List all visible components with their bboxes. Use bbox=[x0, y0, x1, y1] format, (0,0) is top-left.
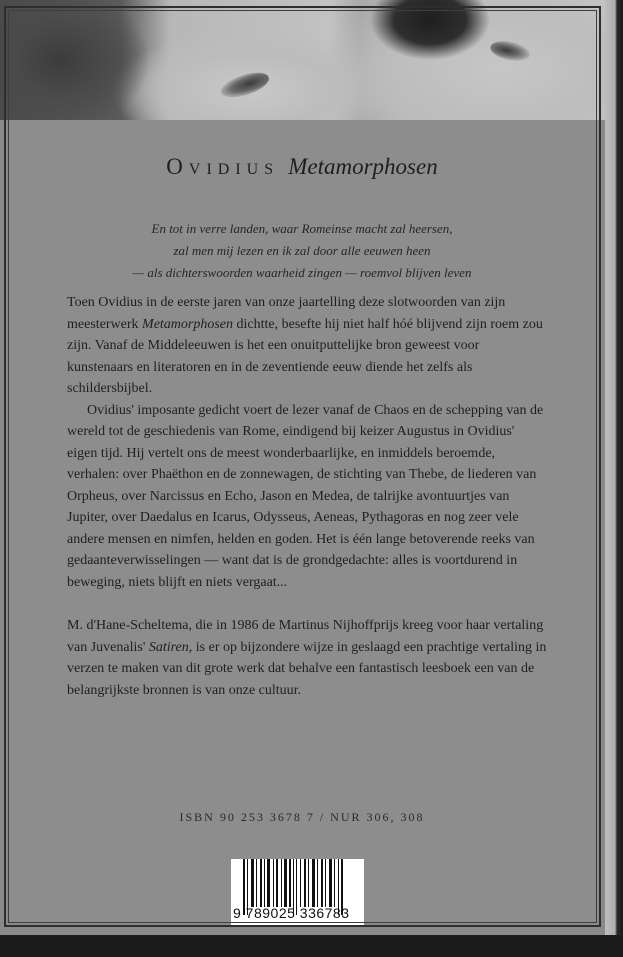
verse-line: En tot in verre landen, waar Romeinse macht zal heersen, bbox=[151, 221, 453, 236]
italic-title: Satiren bbox=[148, 639, 189, 655]
author-name: Ovidius bbox=[166, 154, 280, 179]
barcode-bars-icon bbox=[243, 859, 359, 907]
book-title-line bbox=[9, 154, 595, 180]
photo-eye-right bbox=[489, 38, 532, 64]
scan-edge-right bbox=[605, 0, 623, 957]
text-run: , is er op bijzondere wijze in geslaagd een prachtige vertaling in verzen te maken van dit grote werk dat behalve een fantastisch leesboek een van de belangrijkste bronnen is van onze cultuur. bbox=[67, 639, 547, 698]
barcode bbox=[231, 859, 364, 925]
epigraph-verse bbox=[9, 218, 595, 284]
text-panel bbox=[9, 120, 595, 922]
blurb-paragraph-1 bbox=[67, 292, 547, 400]
verse-line: — als dichterswoorden waarheid zingen — roemvol blijven leven bbox=[132, 265, 472, 280]
blurb-paragraph-2 bbox=[67, 400, 547, 594]
scan-edge-bottom bbox=[0, 935, 623, 957]
italic-title: Metamorphosen bbox=[142, 316, 234, 332]
photo-eye-left bbox=[218, 68, 272, 102]
cover-photo bbox=[0, 0, 605, 120]
barcode-number: 9 789025 336783 bbox=[233, 905, 350, 921]
isbn-line: ISBN 90 253 3678 7 / NUR 306, 308 bbox=[179, 810, 425, 824]
book-title: Metamorphosen bbox=[288, 154, 438, 179]
verse-line: zal men mij lezen en ik zal door alle eeuwen heen bbox=[173, 243, 431, 258]
text-run: Toen Ovidius in de eerste jaren van onze jaartelling deze slotwoorden van zijn meesterwerk bbox=[67, 295, 506, 332]
blurb bbox=[67, 292, 547, 701]
text-run: Ovidius' imposante gedicht voert de lezer vanaf de Chaos en de schepping van de wereld tot de geschiedenis van Rome, eindigend bij keizer Augustus in Ovidius' eigen tijd. Hij vertelt ons de meest wonderbaarlijke, en inmiddels beroemde, verhalen: over Phaëthon en de zonnewagen, de stichting van Thebe, de liederen van Orpheus, over Narcissus en Echo, Jason en Medea, de talrijke avontuurtjes van Jupiter, over Daedalus en Icarus, Odysseus, Aeneas, Pythagoras en nog zeer vele andere mensen en nimfen, helden en goden. Het is één lange betoverende reeks van gedaanteverwisselingen — want dat is de grondgedachte: alles is voortdurend in beweging, niets blijft en niets vergaat... bbox=[67, 402, 544, 590]
text-run: M. d'Hane-Scheltema, die in 1986 de Martinus Nijhoffprijs kreeg voor haar vertaling van Juvenalis' bbox=[67, 618, 544, 655]
text-run: dichtte, besefte hij niet half hóé blijvend zijn roem zou zijn. Vanaf de Middeleeuwen is het een onuitputtelijke bron geweest voor kunstenaars en literatoren en in de zeventiende eeuw diende het zelfs als schildersbijbel. bbox=[67, 316, 543, 396]
blurb-paragraph-3 bbox=[67, 615, 547, 701]
